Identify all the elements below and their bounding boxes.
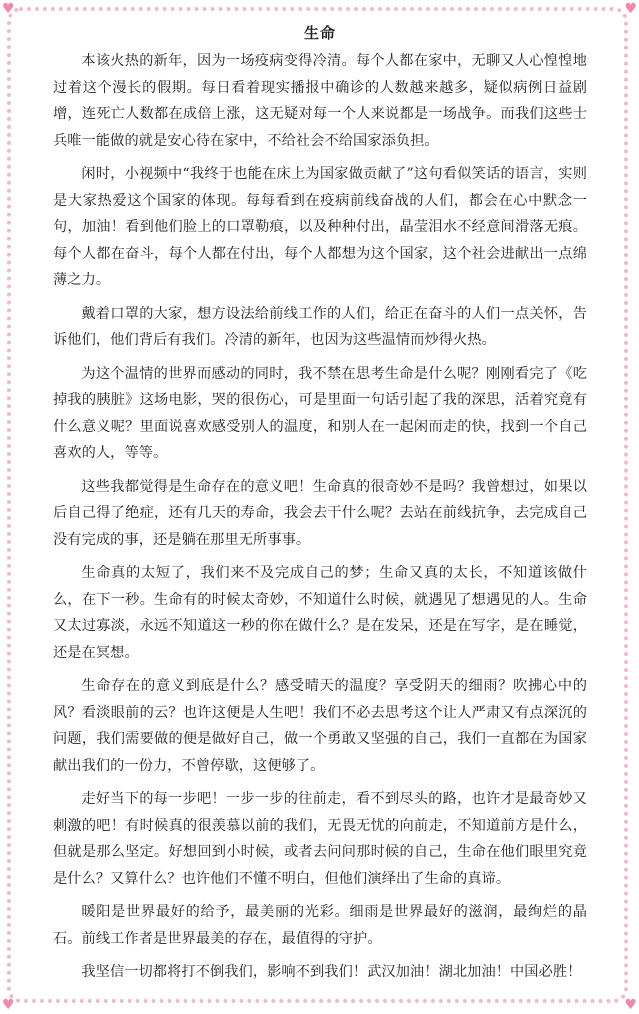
heart-icon: ♥ [624,997,637,1013]
article [53,22,587,993]
paragraph: 暖阳是世界最好的给予，最美丽的光彩。细雨是世界最好的滋润，最绚烂的晶石。前线工作者是世界最美的存在，最值得的守护。 [53,904,587,947]
paragraph: 闲时，小视频中“我终于也能在床上为国家做贡献了”这句看似笑话的语言，实则是大家热爱这个国家的体现。每每看到在疫病前线奋战的人们，都会在心中默念一句，加油！看到他们脸上的口罩勒痕，以及种种付出，晶莹泪水不经意间滑落无痕。每个人都在奋斗，每个人都在付出，每个人都想为这个国家，这个社会进献出一点绵薄之力。 [53,166,587,288]
paragraph: 我坚信一切都将打不倒我们，影响不到我们！武汉加油！湖北加油！中国必胜！ [81,964,582,980]
paragraph: 戴着口罩的大家，想方设法给前线工作的人们，给正在奋斗的人们一点关怀，告诉他们，他们背后有我们。冷清的新年，也因为这些温情而炒得火热。 [53,305,587,348]
heart-icon: ♥ [2,1,15,17]
heart-icon: ♥ [624,1,637,17]
paragraph: 为这个温情的世界而感动的同时，我不禁在思考生命是什么呢？刚刚看完了《吃掉我的胰脏》这场电影，哭的很伤心，可是里面一句话引起了我的深思，活着究竟有什么意义呢？里面说喜欢感受别人的温度，和别人在一起闲而走的快，找到一个自己喜欢的人，等等。 [53,365,587,461]
paragraph: 生命真的太短了，我们来不及完成自己的梦；生命又真的太长，不知道该做什么，在下一秒。生命有的时候太奇妙，不知道什么时候，就遇见了想遇见的人。生命又太过寡淡，永远不知道这一秒的你在做什么？是在发呆，还是在写字，是在睡觉，还是在冥想。 [53,565,587,661]
paragraph: 这些我都觉得是生命存在的意义吧！生命真的很奇妙不是吗？我曾想过，如果以后自己得了绝症，还有几天的寿命，我会去干什么呢？去站在前线抗争，去完成自己没有完成的事，还是躺在那里无所事事。 [53,478,587,548]
article-title: 生命 [303,24,336,42]
paragraph: 本该火热的新年，因为一场疫病变得冷清。每个人都在家中，无聊又人心惶惶地过着这个漫长的假期。每日看着现实播报中确诊的人数越来越多，疑似病例日益剧增，连死亡人数都在成倍上涨，这无疑对每一个人来说都是一场战争。而我们这些士兵唯一能做的就是安心待在家中，不给社会不给国家添负担。 [53,53,587,149]
paragraph: 走好当下的每一步吧！一步一步的往前走，看不到尽头的路，也许才是最奇妙又刺激的吧！有时候真的很羡慕以前的我们，无畏无忧的向前走，不知道前方是什么，但就是那么坚定。好想回到小时候，或者去问问那时候的自己，生命在他们眼里究竟是什么？又算什么？也许他们不懂不明白，但他们演绎出了生命的真谛。 [53,791,587,887]
heart-icon: ♥ [2,997,15,1013]
paragraph: 生命存在的意义到底是什么？感受晴天的温度？享受阴天的细雨？吹拂心中的风？看淡眼前的云？也许这便是人生吧！我们不必去思考这个让人严肃又有点深沉的问题，我们需要做的便是做好自己，做一个勇敢又坚强的自己，我们一直都在为国家献出我们的一份力，不曾停歇，这便够了。 [53,678,587,774]
